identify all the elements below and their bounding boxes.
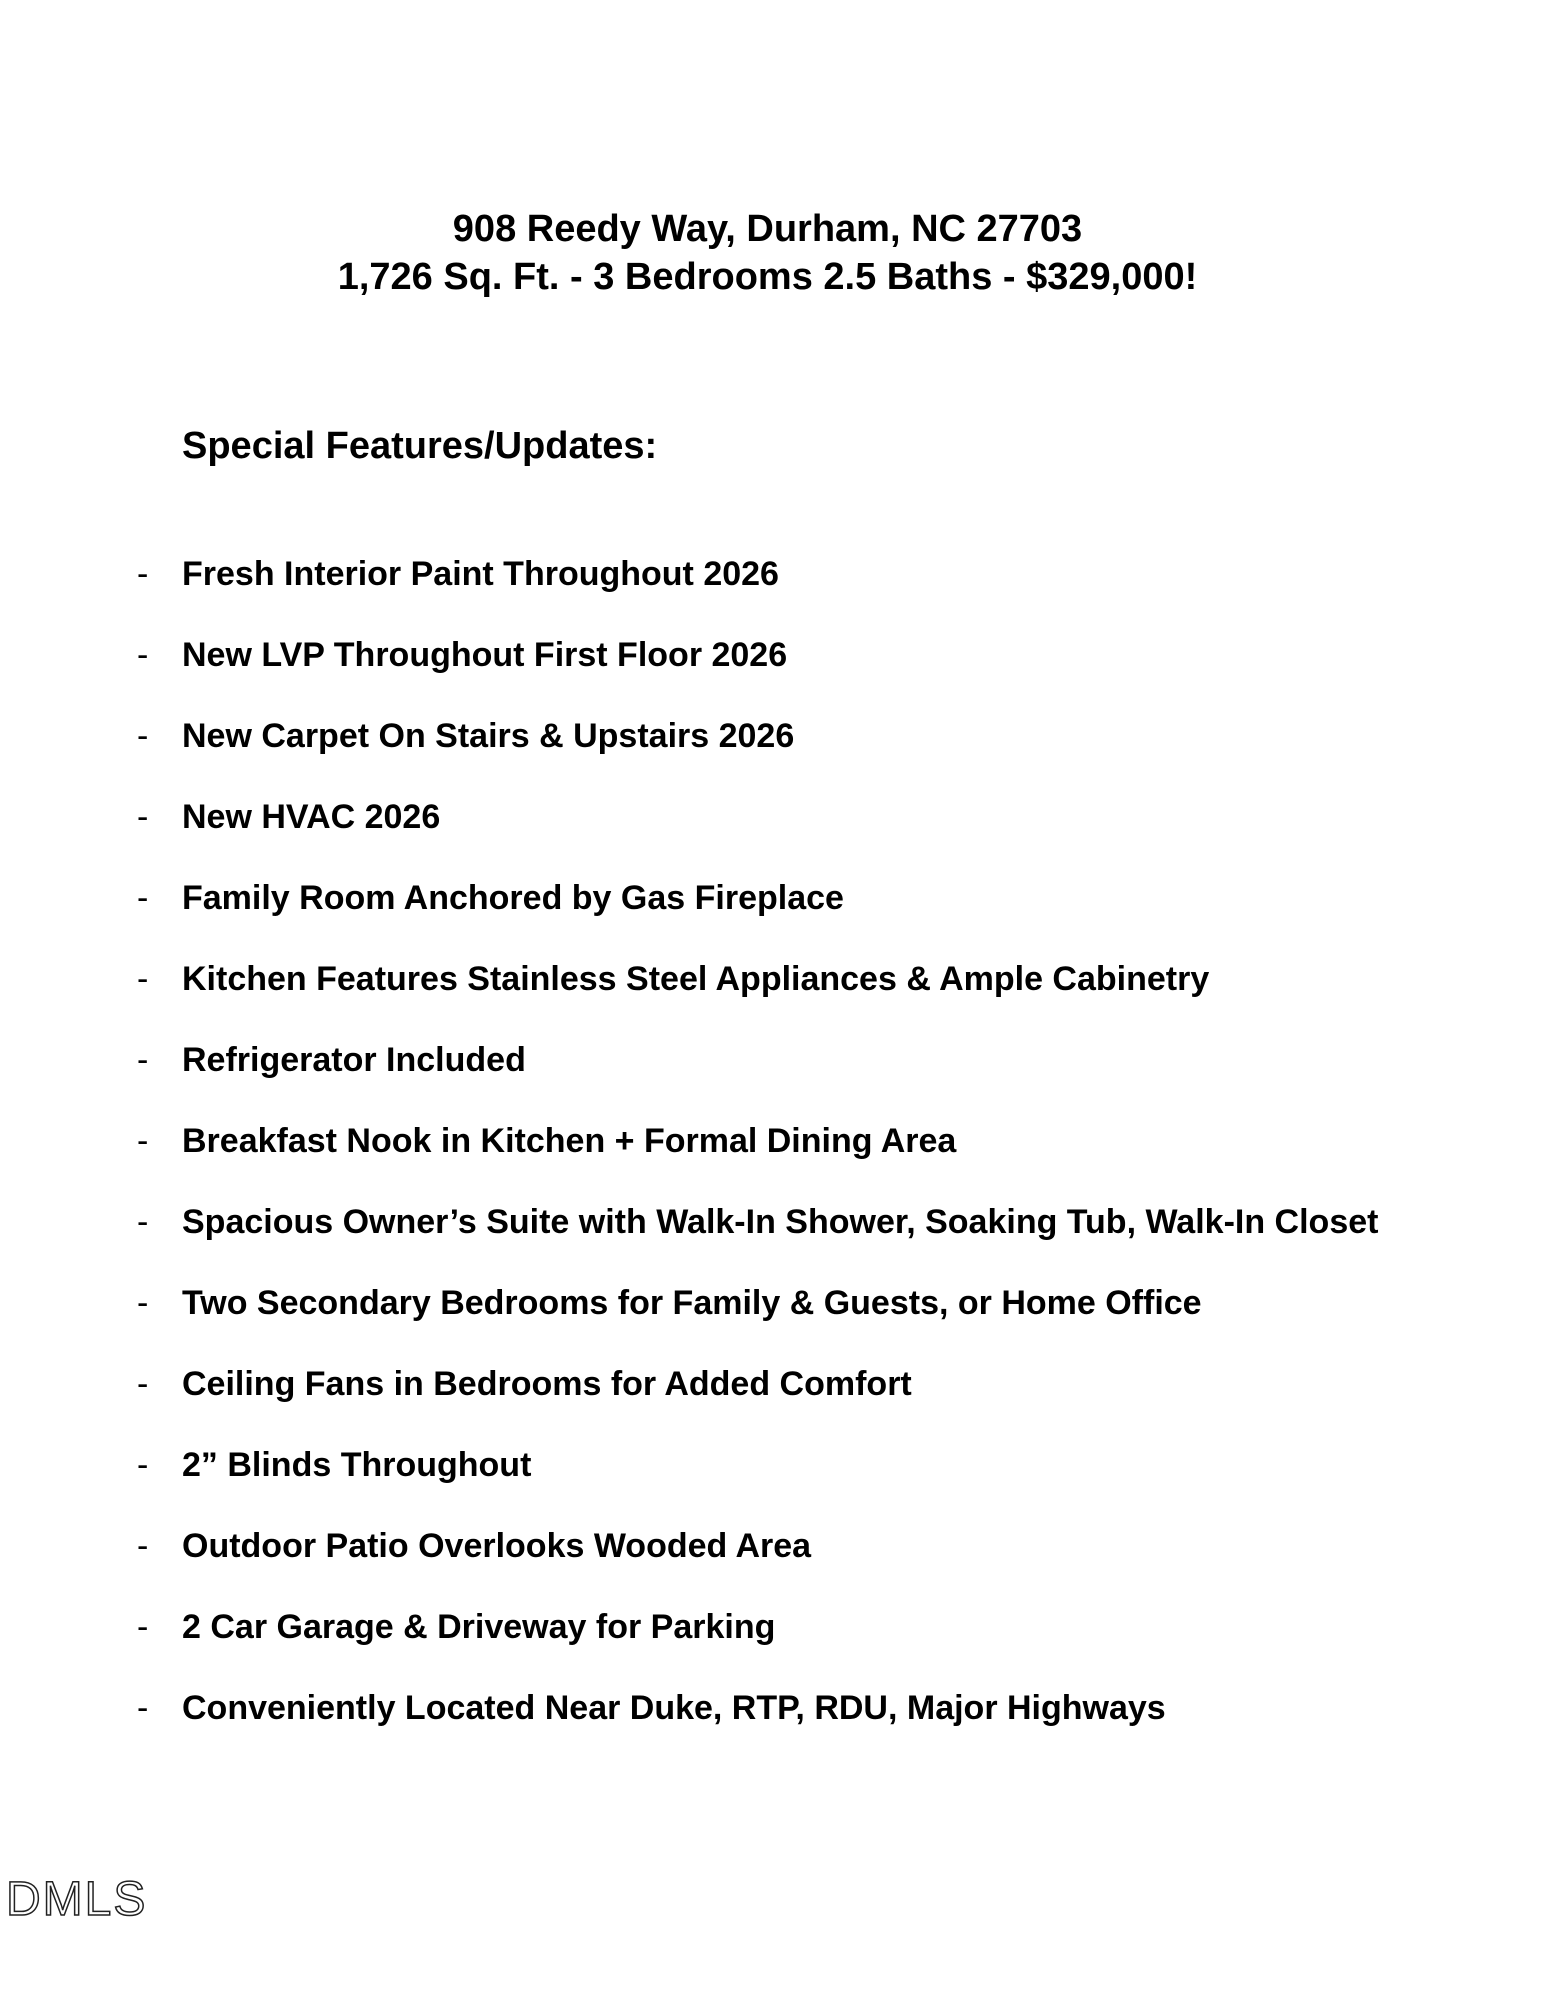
property-address: 908 Reedy Way, Durham, NC 27703 [452,208,1083,250]
bullet-dash: - [137,1041,149,1079]
feature-text: Two Secondary Bedrooms for Family & Guests, or Home Office [182,1284,1202,1322]
feature-text: Fresh Interior Paint Throughout 2026 [182,555,779,593]
property-summary: 1,726 Sq. Ft. - 3 Bedrooms 2.5 Baths - $329,000! [337,256,1198,298]
feature-text: Kitchen Features Stainless Steel Appliances & Ample Cabinetry [182,960,1210,998]
dmls-watermark-logo: DMLS [6,1873,148,1926]
feature-text: New HVAC 2026 [182,798,441,836]
feature-text: New Carpet On Stairs & Upstairs 2026 [182,717,795,755]
bullet-dash: - [137,1608,149,1646]
feature-text: New LVP Throughout First Floor 2026 [182,636,788,674]
feature-text: Spacious Owner’s Suite with Walk-In Shower, Soaking Tub, Walk-In Closet [182,1203,1379,1241]
feature-text: Refrigerator Included [182,1041,526,1079]
bullet-dash: - [137,798,149,836]
listing-header [0,205,1545,301]
bullet-dash: - [137,717,149,755]
bullet-dash: - [137,636,149,674]
bullet-dash: - [137,960,149,998]
bullet-dash: - [137,1122,149,1160]
feature-text: Ceiling Fans in Bedrooms for Added Comfort [182,1365,912,1403]
bullet-dash: - [137,1527,149,1565]
bullet-dash: - [137,1446,149,1484]
bullet-dash: - [137,1284,149,1322]
section-title: Special Features/Updates: [182,425,658,467]
bullet-dash: - [137,1689,149,1727]
bullet-dash: - [137,1365,149,1403]
bullet-dash: - [137,1203,149,1241]
feature-text: Conveniently Located Near Duke, RTP, RDU, Major Highways [182,1689,1166,1727]
feature-text: Breakfast Nook in Kitchen + Formal Dining Area [182,1122,957,1160]
feature-text: Family Room Anchored by Gas Fireplace [182,879,844,917]
bullet-dash: - [137,555,149,593]
feature-text: 2 Car Garage & Driveway for Parking [182,1608,776,1646]
bullet-dash: - [137,879,149,917]
feature-text: 2” Blinds Throughout [182,1446,532,1484]
feature-text: Outdoor Patio Overlooks Wooded Area [182,1527,812,1565]
